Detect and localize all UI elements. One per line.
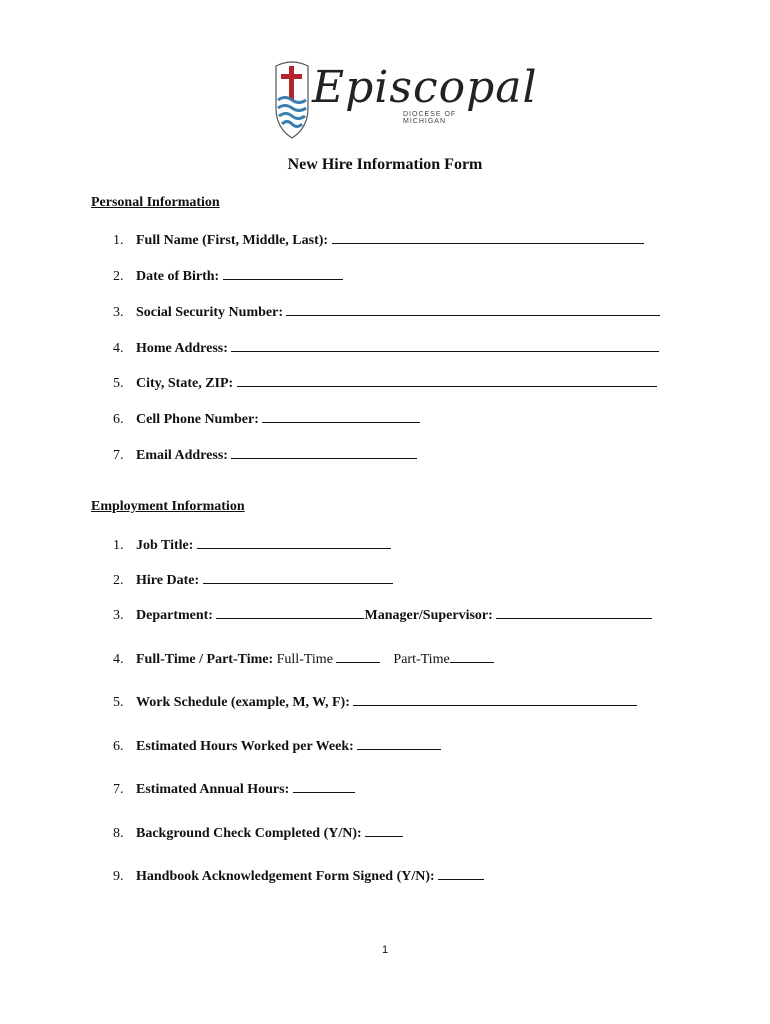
job-title-blank[interactable] — [197, 536, 391, 549]
hire-date-blank[interactable] — [203, 571, 393, 584]
episcopal-logo — [272, 60, 538, 140]
logo-wordmark: Episcopal — [312, 62, 538, 113]
annual-hours-blank[interactable] — [293, 780, 355, 793]
city-state-zip-field[interactable]: 5. City, State, ZIP: — [113, 374, 657, 392]
ssn-blank[interactable] — [286, 303, 660, 316]
dob-field[interactable]: 2. Date of Birth: — [113, 267, 343, 285]
page-number: 1 — [381, 944, 389, 956]
field-label: Social Security Number: — [136, 305, 283, 320]
employment-info-heading: Employment Information — [91, 499, 245, 514]
city-state-zip-blank[interactable] — [237, 374, 657, 387]
home-address-field[interactable]: 4. Home Address: — [113, 339, 659, 357]
full-name-field[interactable]: 1. Full Name (First, Middle, Last): — [113, 231, 644, 249]
handbook-ack-field[interactable]: 9. Handbook Acknowledgement Form Signed (Y/N): — [113, 867, 484, 885]
field-label: Full-Time / Part-Time: — [136, 652, 274, 667]
hours-per-week-field[interactable]: 6. Estimated Hours Worked per Week: — [113, 737, 441, 755]
field-label: Job Title: — [136, 538, 194, 553]
ssn-field[interactable]: 3. Social Security Number: — [113, 303, 660, 321]
department-blank[interactable] — [216, 606, 364, 619]
form-title: New Hire Information Form — [287, 156, 483, 173]
manager-blank[interactable] — [496, 606, 652, 619]
field-label: Estimated Annual Hours: — [136, 782, 290, 797]
field-label: Background Check Completed (Y/N): — [136, 826, 362, 841]
cell-phone-field[interactable]: 6. Cell Phone Number: — [113, 410, 420, 428]
field-label: Cell Phone Number: — [136, 412, 259, 427]
manager-label: Manager/Supervisor: — [364, 608, 493, 623]
job-title-field[interactable]: 1. Job Title: — [113, 536, 391, 554]
personal-info-heading: Personal Information — [91, 195, 220, 210]
background-check-field[interactable]: 8. Background Check Completed (Y/N): — [113, 824, 403, 842]
field-label: Email Address: — [136, 448, 228, 463]
field-label: Department: — [136, 608, 213, 623]
department-field[interactable]: 3. Department: Manager/Supervisor: — [113, 606, 652, 624]
field-label: City, State, ZIP: — [136, 376, 234, 391]
field-label: Estimated Hours Worked per Week: — [136, 739, 354, 754]
full-name-blank[interactable] — [332, 231, 644, 244]
full-part-time-field[interactable]: 4. Full-Time / Part-Time: Full-Time Part-Time — [113, 650, 494, 668]
hours-per-week-blank[interactable] — [357, 737, 441, 750]
annual-hours-field[interactable]: 7. Estimated Annual Hours: — [113, 780, 355, 798]
part-time-blank[interactable] — [450, 650, 494, 663]
field-label: Home Address: — [136, 341, 228, 356]
part-time-option: Part-Time — [393, 652, 450, 667]
home-address-blank[interactable] — [231, 339, 659, 352]
full-time-option: Full-Time — [276, 652, 333, 667]
field-label: Work Schedule (example, M, W, F): — [136, 695, 350, 710]
field-label: Handbook Acknowledgement Form Signed (Y/N): — [136, 869, 435, 884]
field-label: Date of Birth: — [136, 269, 220, 284]
full-time-blank[interactable] — [336, 650, 380, 663]
field-label: Hire Date: — [136, 573, 200, 588]
field-label: Full Name (First, Middle, Last): — [136, 233, 329, 248]
work-schedule-blank[interactable] — [353, 693, 637, 706]
dob-blank[interactable] — [223, 267, 343, 280]
handbook-ack-blank[interactable] — [438, 867, 484, 880]
work-schedule-field[interactable]: 5. Work Schedule (example, M, W, F): — [113, 693, 637, 711]
hire-date-field[interactable]: 2. Hire Date: — [113, 571, 393, 589]
email-blank[interactable] — [231, 446, 417, 459]
logo-subtitle: DIOCESE OF MICHIGAN — [403, 111, 457, 125]
cell-phone-blank[interactable] — [262, 410, 420, 423]
shield-cross-icon — [272, 60, 312, 140]
background-check-blank[interactable] — [365, 824, 403, 837]
email-field[interactable]: 7. Email Address: — [113, 446, 417, 464]
